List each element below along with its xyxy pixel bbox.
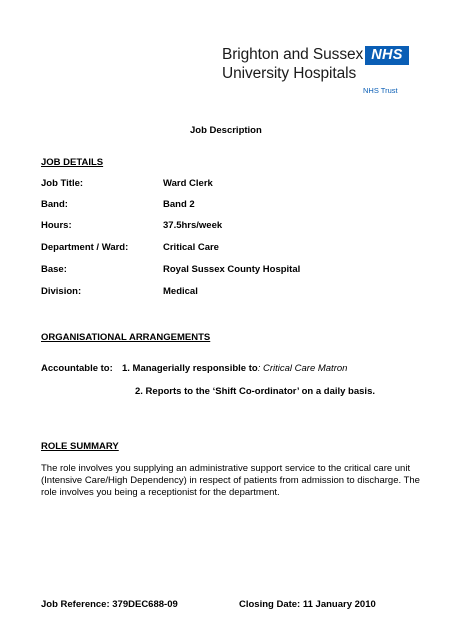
detail-value: Critical Care: [163, 242, 219, 253]
trust-logo: [222, 38, 422, 98]
job-details-heading: JOB DETAILS: [41, 157, 104, 168]
role-summary-heading: ROLE SUMMARY: [41, 441, 119, 452]
detail-row-division: [41, 286, 421, 299]
closing-date: Closing Date: 11 January 2010: [239, 599, 376, 610]
detail-row-department: [41, 242, 421, 255]
detail-value: Ward Clerk: [163, 178, 213, 189]
detail-row-job-title: [41, 178, 421, 191]
organisational-heading: ORGANISATIONAL ARRANGEMENTS: [41, 332, 211, 343]
accountable-item-1-prefix: 1. Managerially responsible to: [122, 363, 258, 374]
detail-value: Royal Sussex County Hospital: [163, 264, 301, 275]
nhs-trust-label: NHS Trust: [363, 86, 398, 95]
detail-label: Hours:: [41, 220, 72, 231]
detail-value: 37.5hrs/week: [163, 220, 223, 231]
detail-value: Medical: [163, 286, 198, 297]
accountable-item-1: [122, 363, 347, 374]
detail-label: Department / Ward:: [41, 242, 129, 253]
accountable-item-2: 2. Reports to the ‘Shift Co-ordinator’ on a daily basis.: [135, 386, 375, 397]
detail-row-hours: [41, 220, 421, 233]
logo-line-1: Brighton and Sussex: [222, 46, 364, 63]
detail-row-base: [41, 264, 421, 277]
job-reference: Job Reference: 379DEC688-09: [41, 599, 178, 610]
detail-row-band: [41, 199, 421, 212]
nhs-logo-icon: NHS: [365, 46, 409, 65]
detail-label: Job Title:: [41, 178, 84, 189]
role-summary-text: The role involves you supplying an administrative support service to the critical care unit (Intensive Care/High Dependency) in respect of patients from admission to discharge. The role involves you being a receptionist for the department.: [41, 463, 420, 499]
accountable-item-1-suffix: : Critical Care Matron: [257, 363, 348, 374]
document-title: Job Description: [190, 125, 262, 136]
detail-value: Band 2: [163, 199, 195, 210]
detail-label: Band:: [41, 199, 68, 210]
accountable-label: Accountable to:: [41, 363, 113, 374]
detail-label: Division:: [41, 286, 82, 297]
detail-label: Base:: [41, 264, 67, 275]
logo-line-2: University Hospitals: [222, 65, 357, 82]
